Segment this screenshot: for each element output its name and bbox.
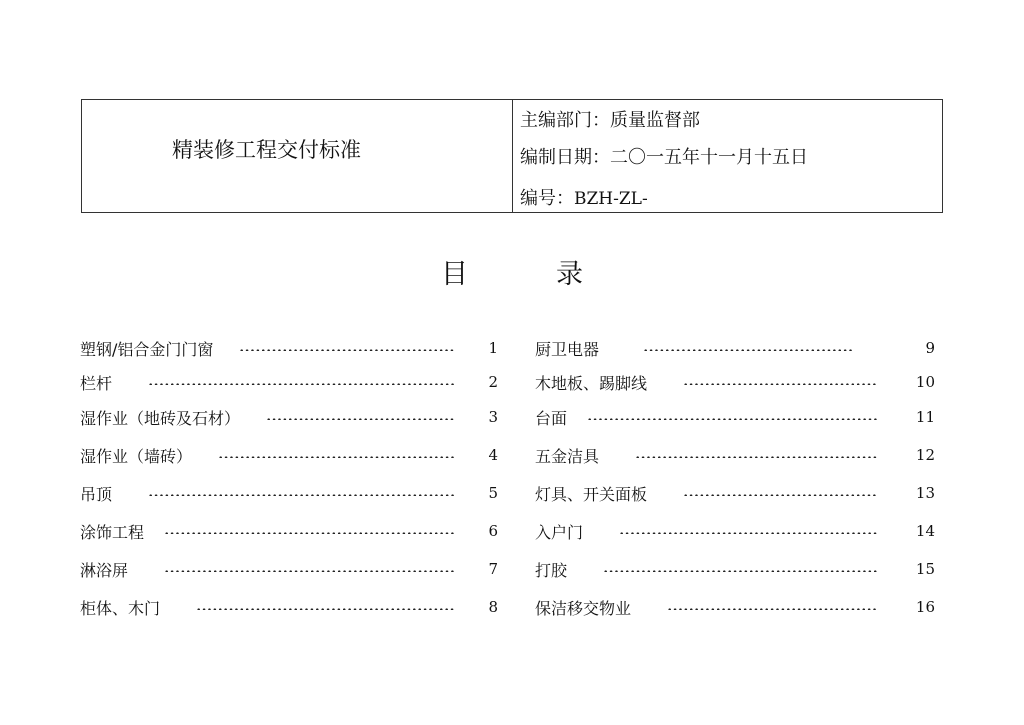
- toc-entry-page: 8: [488, 598, 498, 616]
- toc-entry[interactable]: [535, 405, 935, 429]
- toc-entry[interactable]: [535, 370, 935, 394]
- toc-entry[interactable]: [535, 557, 935, 581]
- toc-leader-dots: [683, 494, 877, 496]
- toc-entry[interactable]: [80, 336, 498, 360]
- department-line: 主编部门：质量监督部: [520, 110, 700, 131]
- toc-leader-dots: [218, 456, 456, 458]
- toc-entry-page: 16: [915, 598, 935, 616]
- toc-leader-dots: [587, 418, 877, 420]
- toc-entry[interactable]: [80, 405, 498, 429]
- toc-entry-label: 灯具、开关面板: [535, 484, 648, 504]
- toc-entry-label: 塑钢/铝合金门门窗: [80, 339, 214, 359]
- code-label: 编号：: [520, 188, 574, 209]
- toc-entry-label: 淋浴屏: [80, 560, 129, 580]
- toc-entry-label: 柜体、木门: [80, 598, 161, 618]
- toc-leader-dots: [266, 418, 456, 420]
- toc-entry-page: 14: [915, 522, 935, 540]
- toc-entry-label: 涂饰工程: [80, 522, 145, 542]
- toc-entry-page: 12: [915, 446, 935, 464]
- toc-entry-page: 13: [915, 484, 935, 502]
- document-title: 精装修工程交付标准: [172, 138, 361, 162]
- toc-leader-dots: [148, 494, 456, 496]
- toc-leader-dots: [603, 570, 877, 572]
- toc-entry[interactable]: [535, 481, 935, 505]
- header-table: [81, 99, 943, 213]
- date-line: 编制日期：二〇一五年十一月十五日: [520, 147, 808, 168]
- toc-leader-dots: [148, 383, 456, 385]
- toc-entry-page: 1: [488, 339, 498, 357]
- toc-entry-page: 7: [488, 560, 498, 578]
- code-value: BZH-ZL-: [574, 189, 648, 209]
- header-title-cell: [82, 100, 513, 212]
- toc-entry-label: 厨卫电器: [535, 339, 600, 359]
- toc-entry-label: 打胶: [535, 560, 568, 580]
- toc-entry[interactable]: [80, 519, 498, 543]
- toc-entry[interactable]: [535, 595, 935, 619]
- toc-leader-dots: [667, 608, 877, 610]
- toc-leader-dots: [196, 608, 456, 610]
- toc-leader-dots: [164, 570, 456, 572]
- toc-entry-label: 湿作业（墙砖）: [80, 446, 193, 466]
- toc-entry[interactable]: [80, 595, 498, 619]
- toc-entry-label: 栏杆: [80, 373, 113, 393]
- toc-entry-label: 木地板、踢脚线: [535, 373, 648, 393]
- toc-entry[interactable]: [80, 557, 498, 581]
- toc-entry[interactable]: [535, 443, 935, 467]
- toc-entry[interactable]: [535, 519, 935, 543]
- toc-heading: [0, 252, 1024, 291]
- toc-leader-dots: [643, 349, 853, 351]
- toc-entry-label: 保洁移交物业: [535, 598, 632, 618]
- toc-heading-right: 录: [556, 259, 583, 290]
- toc-entry-page: 9: [925, 339, 935, 357]
- toc-entry-page: 10: [915, 373, 935, 391]
- toc-entry-label: 入户门: [535, 522, 584, 542]
- toc-entry-page: 4: [488, 446, 498, 464]
- toc-leader-dots: [635, 456, 877, 458]
- toc-entry-label: 台面: [535, 408, 568, 428]
- toc-leader-dots: [683, 383, 877, 385]
- toc-entry[interactable]: [535, 336, 935, 360]
- toc-entry[interactable]: [80, 443, 498, 467]
- toc-leader-dots: [239, 349, 456, 351]
- header-meta-cell: [513, 100, 942, 212]
- toc-entry-label: 湿作业（地砖及石材）: [80, 408, 241, 428]
- toc-entry-page: 11: [915, 408, 935, 426]
- toc-entry-page: 5: [488, 484, 498, 502]
- toc-entry-label: 五金洁具: [535, 446, 600, 466]
- toc-heading-left: 目: [441, 259, 468, 290]
- toc-leader-dots: [164, 532, 456, 534]
- toc-entry-page: 2: [488, 373, 498, 391]
- toc-entry[interactable]: [80, 370, 498, 394]
- code-line: [520, 184, 648, 210]
- toc-leader-dots: [619, 532, 877, 534]
- toc-entry-label: 吊顶: [80, 484, 113, 504]
- toc-entry-page: 6: [488, 522, 498, 540]
- toc-entry-page: 3: [488, 408, 498, 426]
- toc-entry[interactable]: [80, 481, 498, 505]
- toc-entry-page: 15: [915, 560, 935, 578]
